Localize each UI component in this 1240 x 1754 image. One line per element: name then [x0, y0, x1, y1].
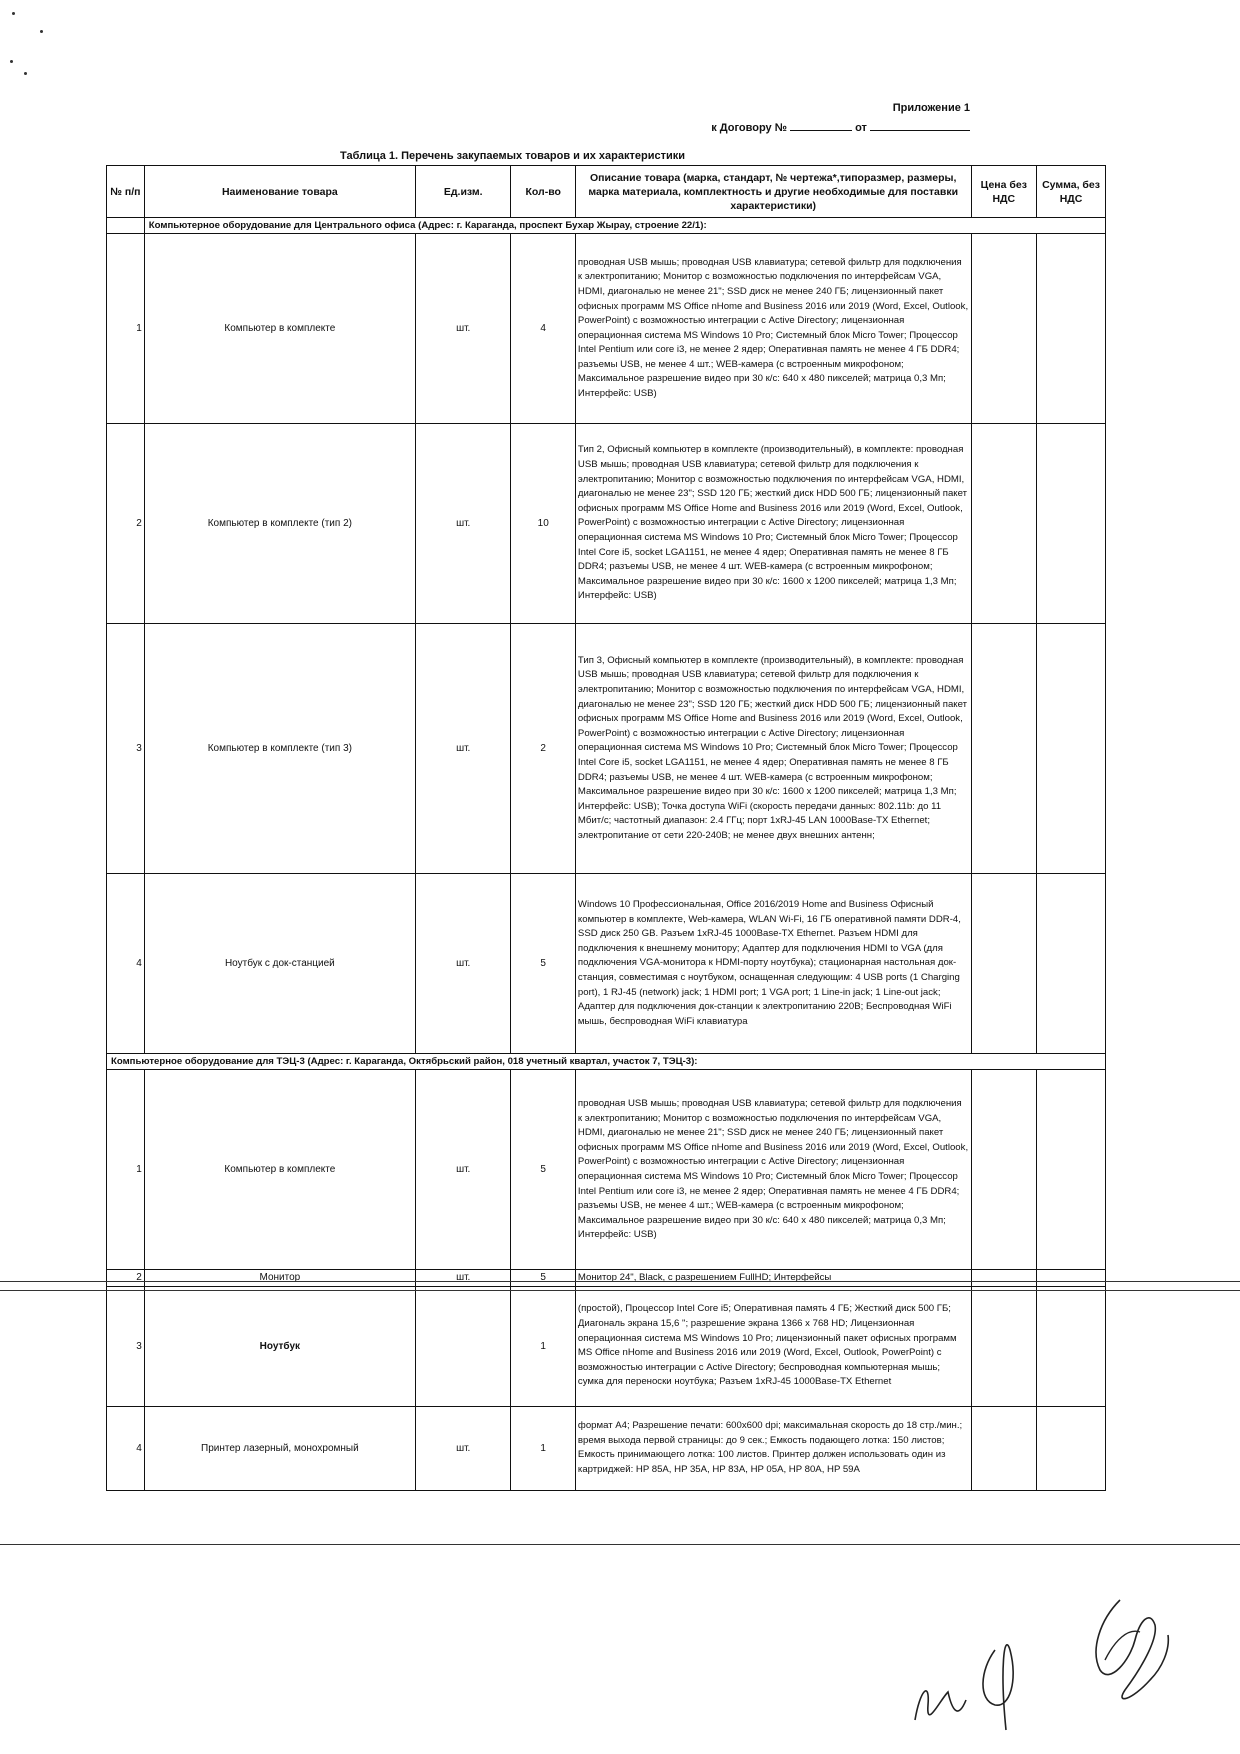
table-row — [107, 624, 1106, 874]
row-price — [971, 624, 1037, 874]
row-unit: шт. — [415, 424, 511, 624]
row-unit: шт. — [415, 234, 511, 424]
table-row — [107, 234, 1106, 424]
row-unit: шт. — [415, 624, 511, 874]
scan-line — [0, 1290, 1240, 1291]
row-product-name: Компьютер в комплекте — [144, 1070, 415, 1270]
row-product-name: Принтер лазерный, монохромный — [144, 1406, 415, 1490]
row-price — [971, 1270, 1037, 1286]
row-number: 1 — [107, 234, 145, 424]
col-num-header: № п/п — [107, 166, 145, 218]
row-quantity: 2 — [511, 624, 575, 874]
row-quantity: 1 — [511, 1286, 575, 1406]
row-description: формат А4; Разрешение печати: 600x600 dpi; максимальная скорость до 18 стр./мин.; время выхода первой страницы: до 9 сек.; Емкость подающего лотка: 150 листов; Емкость принимающего лотка: 100 листов. Принтер должен использовать один из картриджей: HP 85A, HP 35A, HP 83A, HP 05A, HP 80A, HP 59A — [575, 1406, 971, 1490]
row-description: Тип 3, Офисный компьютер в комплекте (производительный), в комплекте: проводная USB мышь; проводная USB клавиатура; сетевой фильтр для подключения к электропитанию; Монитор с возможностью подключения по интерфейсам VGA, HDMI, диагональю не менее 23"; SSD 120 ГБ; жесткий диск HDD 500 ГБ; лицензионный пакет офисных программ MS Office Home and Business 2016 или 2019 (Word, Excel, Outlook, PowerPoint) с возможностью интеграции с Active Directory; лицензионная операционная система MS Windows 10 Pro; Системный блок Micro Tower; Процессор Intel Core i5, socket LGA1151, не менее 4 ядер; Оперативная память не менее 8 ГБ DDR4; разъемы USB, не менее 4 шт. WEB-камера (с встроенным микрофоном; Максимальное разрешение видео при 30 к/с: 1600 x 1200 пикселей; матрица 1,3 Мп; Интерфейс: USB); Точка доступа WiFi (скорость передачи данных: 802.11b: до 11 Мбит/с; частотный диапазон: 2.4 ГГц; порт 1xRJ-45 LAN 1000Base-TX Ethernet; электропитание от сети 220-240В; не менее двух внешних антенн; — [575, 624, 971, 874]
row-number: 3 — [107, 1286, 145, 1406]
row-number: 4 — [107, 1406, 145, 1490]
contract-date-blank — [870, 118, 970, 131]
row-price — [971, 424, 1037, 624]
row-unit: шт. — [415, 1270, 511, 1286]
table-header-row — [107, 166, 1106, 218]
row-product-name: Компьютер в комплекте — [144, 234, 415, 424]
row-quantity: 5 — [511, 1270, 575, 1286]
row-description: Windows 10 Профессиональная, Office 2016/2019 Home and Business Офисный компьютер в комплекте, Web-камера, WLAN Wi-Fi, 16 ГБ оперативной памяти DDR-4, SSD диск 250 GB. Разъем 1xRJ-45 1000Base-TX Ethernet. Разъем HDMI для подключения к внешнему монитору; Адаптер для подключения HDMI to VGA (для подключения VGA-монитора к HDMI-порту ноутбука); стационарная настольная док-станция, совместимая с ноутбуком, оснащенная следующим: 4 USB ports (1 Charging port), 1 RJ-45 (network) jack; 1 HDMI port; 1 VGA port; 1 Line-in jack; 1 Line-out jack; Адаптер для подключения док-станции к электропитанию 220В; Беспроводная WiFi мышь, беспроводная WiFi клавиатура — [575, 874, 971, 1054]
row-product-name: Компьютер в комплекте (тип 2) — [144, 424, 415, 624]
row-quantity: 1 — [511, 1406, 575, 1490]
table-row — [107, 1070, 1106, 1270]
scan-line — [0, 1281, 1240, 1282]
row-price — [971, 234, 1037, 424]
scan-line — [0, 1544, 1240, 1545]
row-sum — [1037, 424, 1106, 624]
contract-from: от — [855, 122, 867, 134]
row-unit: шт. — [415, 874, 511, 1054]
row-number: 4 — [107, 874, 145, 1054]
col-price-header: Цена без НДС — [971, 166, 1037, 218]
row-quantity: 4 — [511, 234, 575, 424]
row-description: Тип 2, Офисный компьютер в комплекте (производительный), в комплекте: проводная USB мышь; проводная USB клавиатура; сетевой фильтр для подключения к электропитанию; Монитор с возможностью подключения по интерфейсам VGA, HDMI, диагональю не менее 23"; SSD 120 ГБ; жесткий диск HDD 500 ГБ; лицензионный пакет офисных программ MS Office Home and Business 2016 или 2019 (Word, Excel, Outlook, PowerPoint) с возможностью интеграции с Active Directory; лицензионная операционная система MS Windows 10 Pro; Системный блок Micro Tower; Процессор Intel Core i5, socket LGA1151, не менее 4 ядер; Оперативная память не менее 8 ГБ DDR4; разъемы USB, не менее 4 шт. WEB-камера (с встроенным микрофоном; Максимальное разрешение видео при 30 к/с: 1600 x 1200 пикселей; матрица 1,3 Мп; Интерфейс: USB) — [575, 424, 971, 624]
row-sum — [1037, 1406, 1106, 1490]
scan-speck — [24, 72, 27, 75]
contract-number-blank — [790, 118, 852, 131]
row-sum — [1037, 234, 1106, 424]
row-unit — [415, 1286, 511, 1406]
goods-table — [106, 165, 1106, 1491]
row-description: Монитор 24", Black, с разрешением FullHD; Интерфейсы — [575, 1270, 971, 1286]
row-unit: шт. — [415, 1406, 511, 1490]
row-product-name: Монитор — [144, 1270, 415, 1286]
row-product-name: Компьютер в комплекте (тип 3) — [144, 624, 415, 874]
col-name-header: Наименование товара — [144, 166, 415, 218]
row-product-name: Ноутбук с док-станцией — [144, 874, 415, 1054]
row-number: 1 — [107, 1070, 145, 1270]
col-qty-header: Кол-во — [511, 166, 575, 218]
section-title: Компьютерное оборудование для Центрального офиса (Адрес: г. Караганда, проспект Бухар Жырау, строение 22/1): — [144, 218, 1105, 234]
table-title: Таблица 1. Перечень закупаемых товаров и их характеристики — [340, 150, 685, 162]
row-description: проводная USB мышь; проводная USB клавиатура; сетевой фильтр для подключения к электропитанию; Монитор с возможностью подключения по интерфейсам VGA, HDMI, диагональю не менее 21"; SSD диск не менее 240 ГБ; лицензионный пакет офисных программ MS Office nHome and Business 2016 или 2019 (Word, Excel, Outlook, PowerPoint) с возможностью интеграции с Active Directory; лицензионная операционная система MS Windows 10 Pro; Системный блок Micro Tower; Процессор Intel Pentium или core i3, не менее 2 ядер; Оперативная память не менее 4 ГБ DDR4; разъемы USB, не менее 4 шт.; WEB-камера (с встроенным микрофоном; Максимальное разрешение видео при 30 к/с: 640 x 480 пикселей; матрица 0,3 Мп; Интерфейс: USB) — [575, 234, 971, 424]
signature-marks — [900, 1580, 1200, 1740]
table-row — [107, 1286, 1106, 1406]
col-sum-header: Сумма, без НДС — [1037, 166, 1106, 218]
section-row — [107, 1054, 1106, 1070]
contract-prefix: к Договору № — [711, 122, 787, 134]
col-desc-header: Описание товара (марка, стандарт, № чертежа*,типоразмер, размеры, марка материала, комплектность и другие необходимые для поставки характеристики) — [575, 166, 971, 218]
row-number: 2 — [107, 424, 145, 624]
row-quantity: 5 — [511, 1070, 575, 1270]
appendix-title: Приложение 1 — [892, 102, 970, 114]
appendix-header — [690, 98, 970, 138]
row-price — [971, 1406, 1037, 1490]
table-row — [107, 1406, 1106, 1490]
col-unit-header: Ед.изм. — [415, 166, 511, 218]
row-price — [971, 874, 1037, 1054]
section-title: Компьютерное оборудование для ТЭЦ-3 (Адрес: г. Караганда, Октябрьский район, 018 учетный квартал, участок 7, ТЭЦ-3): — [107, 1054, 1106, 1070]
row-price — [971, 1286, 1037, 1406]
row-quantity: 10 — [511, 424, 575, 624]
table-row — [107, 874, 1106, 1054]
row-quantity: 5 — [511, 874, 575, 1054]
table-row — [107, 1270, 1106, 1286]
scan-speck — [40, 30, 43, 33]
row-price — [971, 1070, 1037, 1270]
row-sum — [1037, 1270, 1106, 1286]
row-sum — [1037, 1286, 1106, 1406]
row-sum — [1037, 624, 1106, 874]
row-sum — [1037, 874, 1106, 1054]
table-row — [107, 424, 1106, 624]
row-number: 3 — [107, 624, 145, 874]
row-product-name: Ноутбук — [144, 1286, 415, 1406]
row-number: 2 — [107, 1270, 145, 1286]
row-description: (простой), Процессор Intel Core i5; Оперативная память 4 ГБ; Жесткий диск 500 ГБ; Диагональ экрана 15,6 "; разрешение экрана 1366 x 768 HD; Лицензионная операционная система MS Windows 10 Pro; лицензионный пакет офисных программ MS Office nHome and Business 2016 или 2019 (Word, Excel, Outlook, PowerPoint) с возможностью интеграции с Active Directory; беспроводная компьютерная мышь; сумка для переноски ноутбука; Разъем 1xRJ-45 1000Base-TX Ethernet — [575, 1286, 971, 1406]
scan-speck — [12, 12, 15, 15]
row-sum — [1037, 1070, 1106, 1270]
section-row — [107, 218, 1106, 234]
row-unit: шт. — [415, 1070, 511, 1270]
scan-speck — [10, 60, 13, 63]
row-description: проводная USB мышь; проводная USB клавиатура; сетевой фильтр для подключения к электропитанию; Монитор с возможностью подключения по интерфейсам VGA, HDMI, диагональю не менее 21"; SSD диск не менее 240 ГБ; лицензионный пакет офисных программ MS Office nHome and Business 2016 или 2019 (Word, Excel, Outlook, PowerPoint) с возможностью интеграции с Active Directory; лицензионная операционная система MS Windows 10 Pro; Системный блок Micro Tower; Процессор Intel Pentium или core i3, не менее 2 ядер; Оперативная память не менее 4 ГБ DDR4; разъемы USB, не менее 4 шт.; WEB-камера (с встроенным микрофоном; Максимальное разрешение видео при 30 к/с: 640 x 480 пикселей; матрица 0,3 Мп; Интерфейс: USB) — [575, 1070, 971, 1270]
contract-reference — [690, 118, 970, 138]
